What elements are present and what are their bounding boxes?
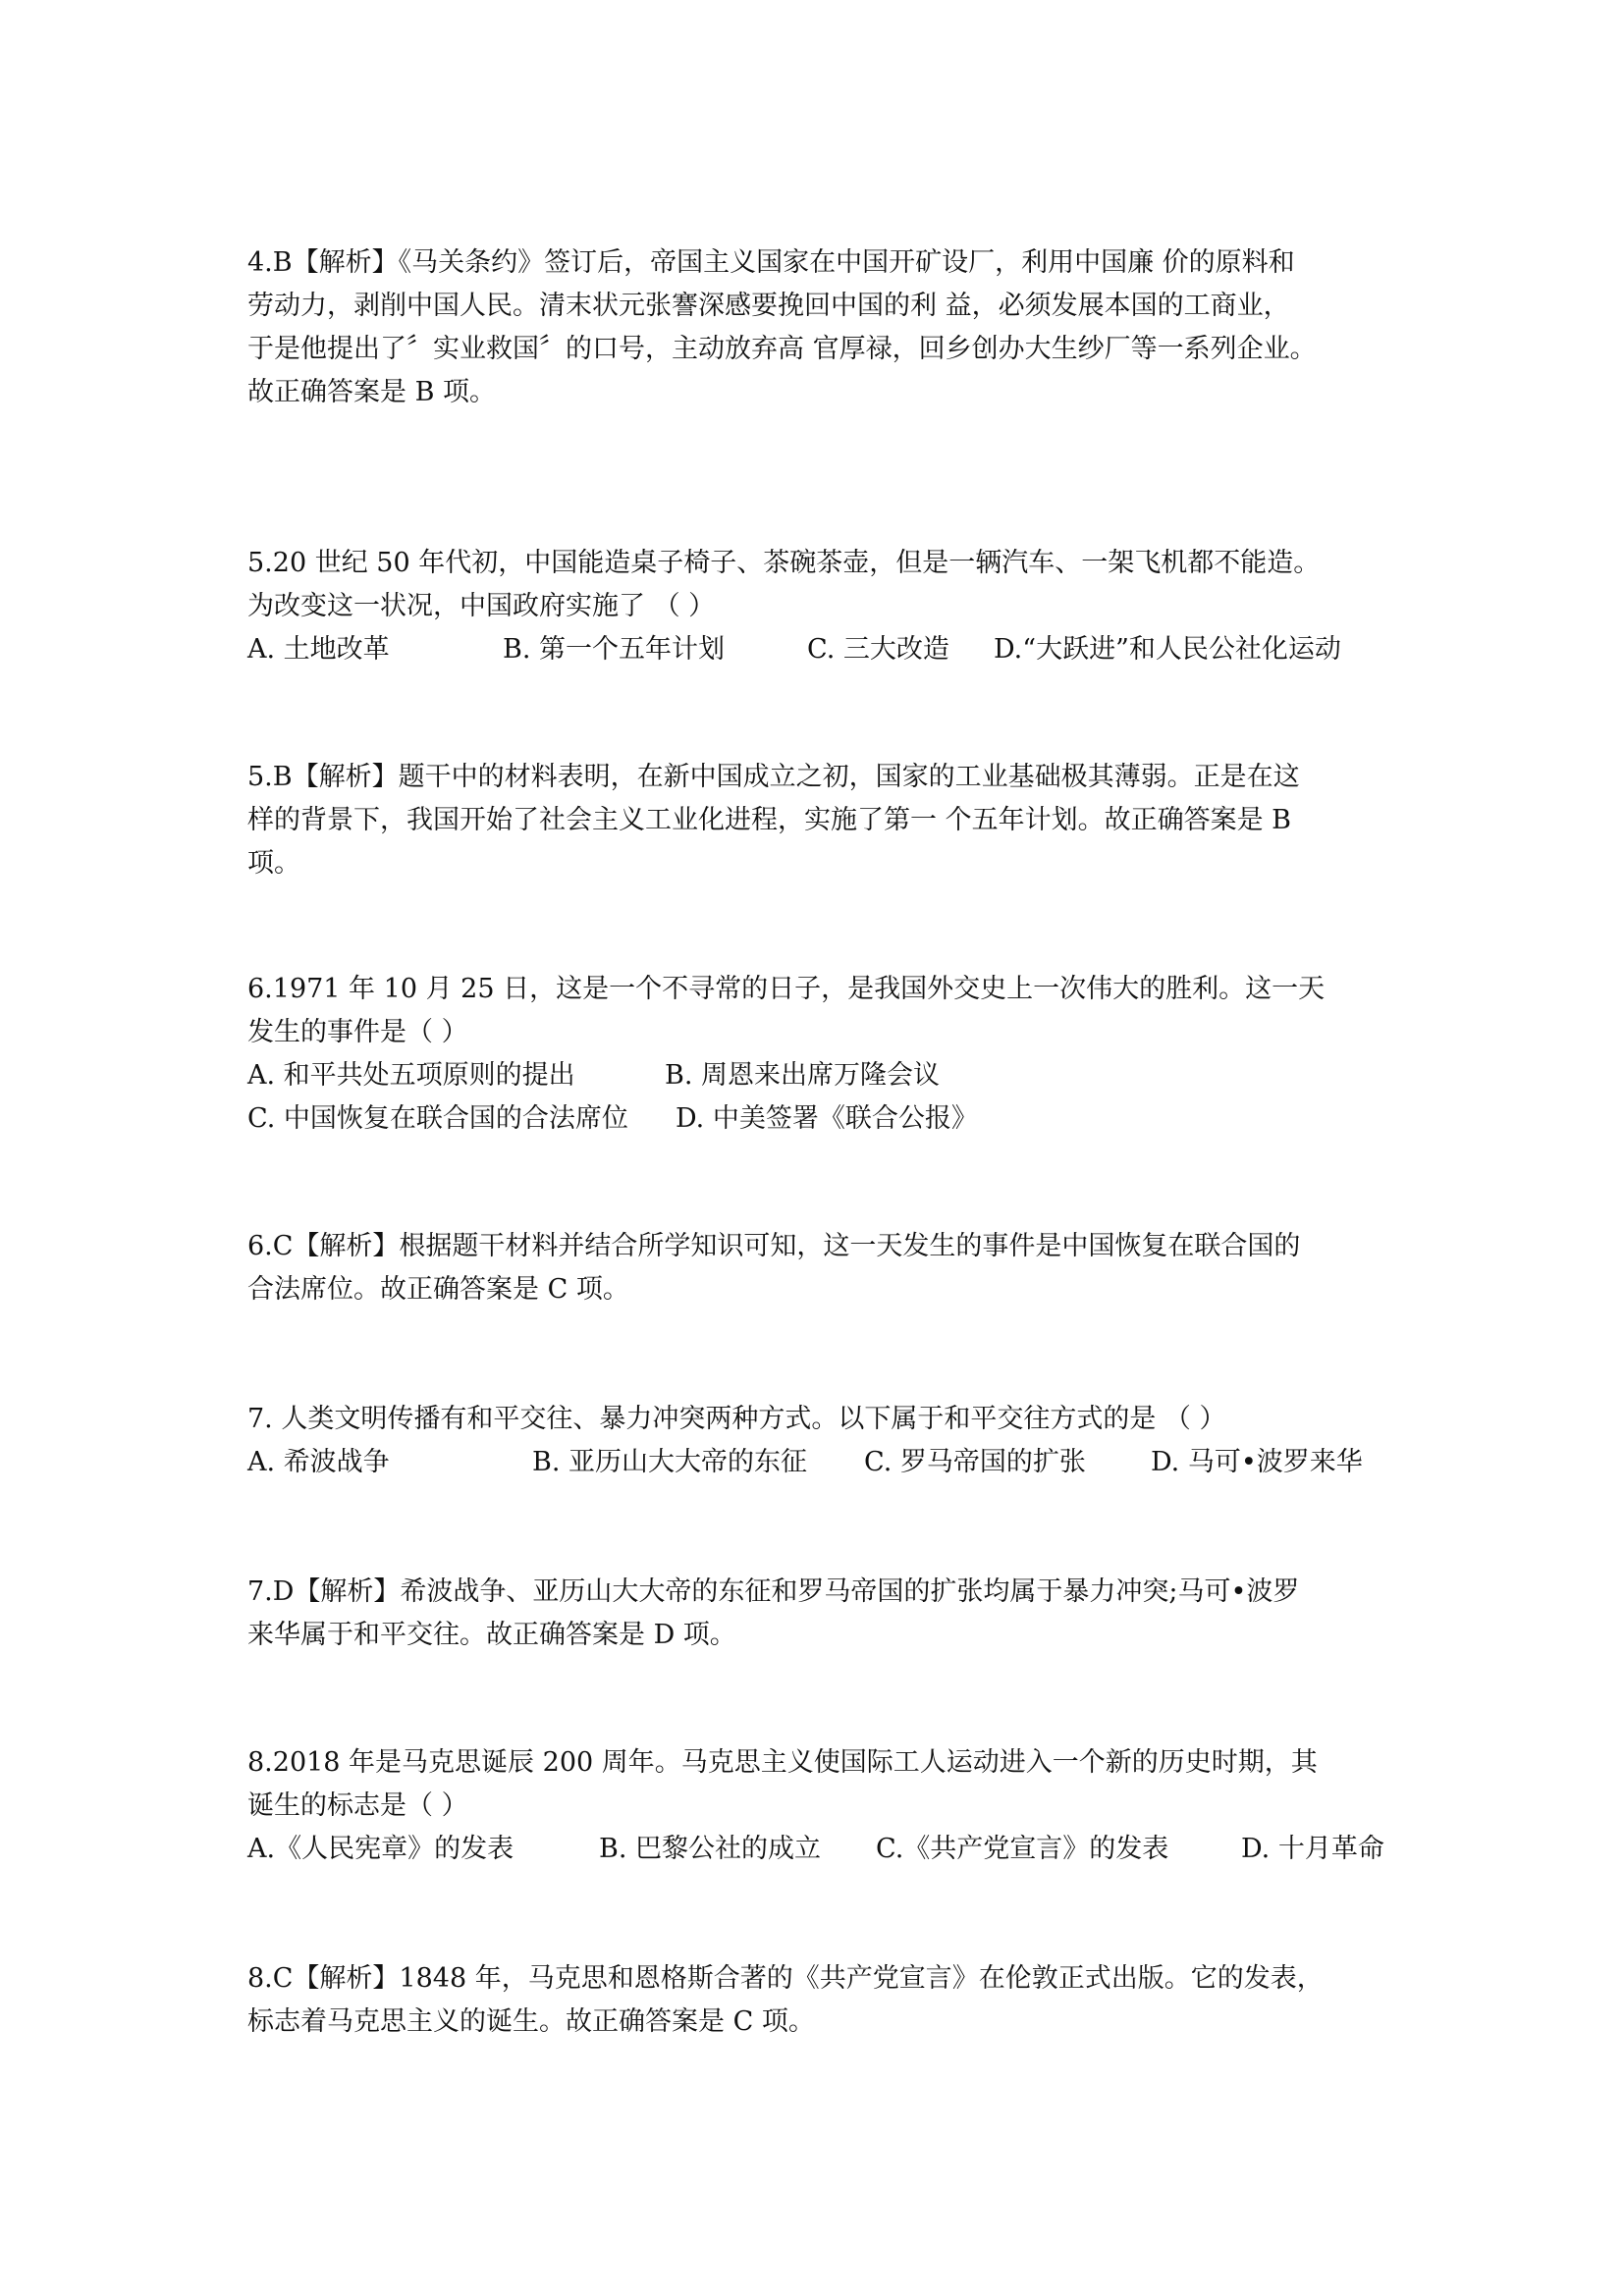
answer-8 (247, 1957, 1386, 2044)
question-text: 5.20 世纪 50 年代初，中国能造桌子椅子、茶碗茶壶，但是一辆汽车、一架飞机都不能造。 (247, 548, 1321, 578)
option-b: B. 巴黎公社的成立 (599, 1834, 822, 1864)
option-c: C. 三大改造 (807, 634, 949, 665)
question-text: 7. 人类文明传播有和平交往、暴力冲突两种方式。以下属于和平交往方式的是 （ ） (247, 1404, 1226, 1434)
options-row (247, 1828, 1386, 1871)
text-line: 合法席位。故正确答案是 C 项。 (247, 1274, 629, 1305)
option-d: D. 十月革命 (1241, 1834, 1384, 1864)
text-line: 6.C【解析】根据题干材料并结合所学知识可知，这一天发生的事件是中国恢复在联合国的 (247, 1231, 1301, 1261)
option-a: A. 希波战争 (247, 1447, 390, 1477)
text-line: 5.B【解析】题干中的材料表明，在新中国成立之初，国家的工业基础极其薄弱。正是在这 (247, 762, 1300, 792)
option-a: A. 和平共处五项原则的提出 (247, 1060, 575, 1091)
answer-7 (247, 1571, 1386, 1657)
text-line: 4.B【解析】《马关条约》签订后，帝国主义国家在中国开矿设厂，利用中国廉 价的原料和 (247, 247, 1295, 278)
answer-4 (247, 241, 1386, 414)
option-b: B. 亚历山大大帝的东征 (532, 1447, 808, 1477)
option-b: B. 周恩来出席万隆会议 (665, 1060, 941, 1091)
question-text: 6.1971 年 10 月 25 日，这是一个不寻常的日子，是我国外交史上一次伟大的胜利。这一天 (247, 974, 1326, 1004)
text-line: 8.C【解析】1848 年，马克思和恩格斯合著的《共产党宣言》在伦敦正式出版。它的发表， (247, 1963, 1324, 1994)
option-c: C. 中国恢复在联合国的合法席位 (247, 1103, 628, 1134)
options-row (247, 1441, 1386, 1484)
text-line: 劳动力，剥削中国人民。清末状元张謇深感要挽回中国的利 益，必须发展本国的工商业， (247, 291, 1290, 321)
text-line: 项。 (247, 848, 300, 879)
question-5 (247, 542, 1386, 671)
text-line: 来华属于和平交往。故正确答案是 D 项。 (247, 1620, 736, 1650)
options-row (247, 628, 1386, 671)
answer-6 (247, 1225, 1386, 1311)
option-b: B. 第一个五年计划 (503, 634, 726, 665)
option-d: D. 中美签署《联合公报》 (676, 1103, 978, 1134)
question-text: 为改变这一状况，中国政府实施了 （ ） (247, 591, 716, 621)
option-c: C.《共产党宣言》的发表 (876, 1834, 1169, 1864)
text-line: 故正确答案是 B 项。 (247, 377, 497, 407)
text-line: 标志着马克思主义的诞生。故正确答案是 C 项。 (247, 2006, 815, 2037)
options-row (247, 1097, 1386, 1141)
option-d: D. 马可•波罗来华 (1151, 1447, 1363, 1477)
option-d: D.“大跃进”和人民公社化运动 (994, 634, 1341, 665)
question-text: 诞生的标志是（ ） (247, 1790, 468, 1821)
question-text: 发生的事件是（ ） (247, 1017, 468, 1047)
question-7 (247, 1398, 1386, 1484)
answer-5 (247, 756, 1386, 885)
option-c: C. 罗马帝国的扩张 (864, 1447, 1086, 1477)
text-line: 样的背景下，我国开始了社会主义工业化进程，实施了第一 个五年计划。故正确答案是 B (247, 805, 1292, 835)
question-text: 8.2018 年是马克思诞辰 200 周年。马克思主义使国际工人运动进入一个新的历史时期，其 (247, 1747, 1318, 1778)
question-6 (247, 968, 1386, 1141)
option-a: A. 土地改革 (247, 634, 390, 665)
text-line: 于是他提出了〞实业救国〞的口号，主动放弃高 官厚禄，回乡创办大生纱厂等一系列企业。 (247, 334, 1317, 364)
option-a: A.《人民宪章》的发表 (247, 1834, 514, 1864)
question-8 (247, 1741, 1386, 1871)
text-line: 7.D【解析】希波战争、亚历山大大帝的东征和罗马帝国的扩张均属于暴力冲突;马可•波罗 (247, 1576, 1300, 1607)
options-row (247, 1054, 1386, 1097)
